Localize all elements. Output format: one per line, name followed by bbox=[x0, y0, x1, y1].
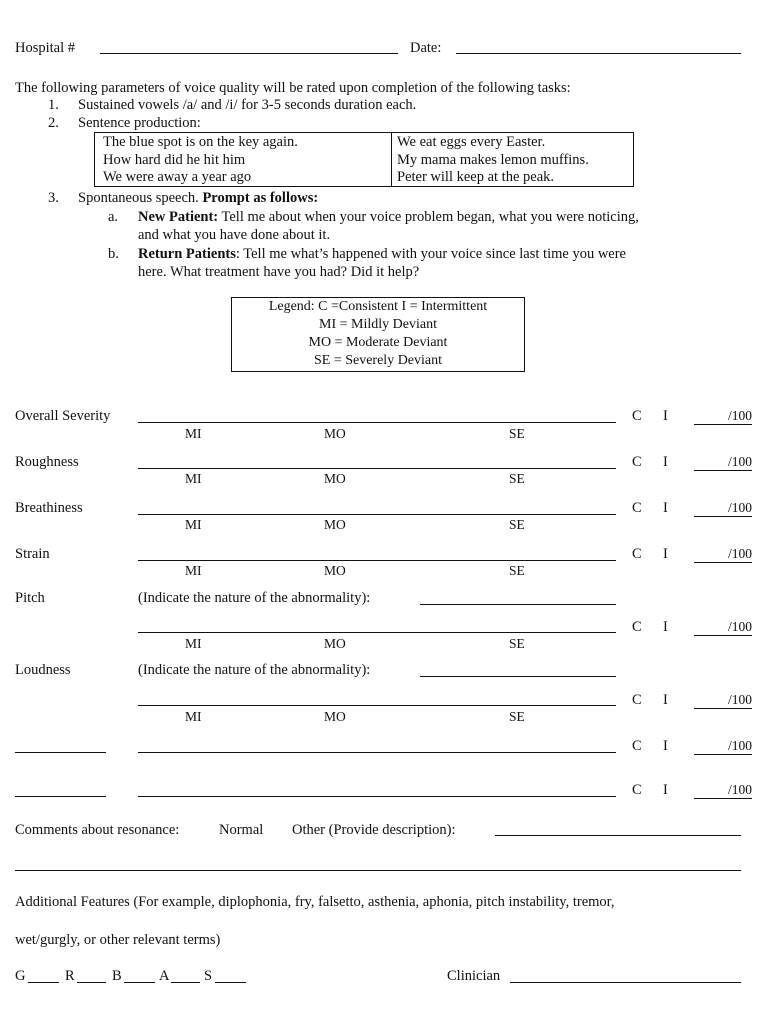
score-field[interactable]: /100 bbox=[694, 619, 752, 636]
clinician-field[interactable] bbox=[510, 982, 741, 983]
grbas-a-field[interactable] bbox=[171, 982, 200, 983]
task-text-1: Sustained vowels /a/ and /i/ for 3-5 seconds duration each. bbox=[78, 97, 417, 113]
intermittent-option[interactable]: I bbox=[663, 500, 668, 516]
consistent-option[interactable]: C bbox=[632, 619, 642, 635]
loudness-nature-field[interactable] bbox=[420, 676, 616, 677]
score-field[interactable]: /100 bbox=[694, 500, 752, 517]
sentence: My mama makes lemon muffins. bbox=[397, 151, 589, 168]
scale-se: SE bbox=[509, 563, 525, 578]
scale-mo: MO bbox=[324, 709, 346, 724]
prompt-b-letter: b. bbox=[108, 246, 119, 262]
scale-se: SE bbox=[509, 709, 525, 724]
clinician-label: Clinician bbox=[447, 968, 501, 984]
sentence: We eat eggs every Easter. bbox=[397, 134, 546, 150]
intermittent-option[interactable]: I bbox=[663, 454, 668, 470]
sentence: The blue spot is on the key again. bbox=[103, 134, 298, 150]
scale-se: SE bbox=[509, 426, 525, 441]
consistent-option[interactable]: C bbox=[632, 782, 642, 798]
score-field[interactable]: /100 bbox=[694, 454, 752, 471]
scale-mo: MO bbox=[324, 636, 346, 651]
pitch-indicate-label: (Indicate the nature of the abnormality): bbox=[138, 590, 371, 606]
prompt-b-line2: here. What treatment have you had? Did it help? bbox=[138, 264, 420, 280]
sentence: Peter will keep at the peak. bbox=[397, 169, 555, 185]
prompt-b-line1: Return Patients: Tell me what’s happened with your voice since last time you were bbox=[138, 246, 626, 262]
hospital-field[interactable] bbox=[100, 53, 398, 54]
intermittent-option[interactable]: I bbox=[663, 782, 668, 798]
sentences-right bbox=[397, 134, 589, 187]
scale-mi: MI bbox=[185, 563, 202, 578]
scale-mo: MO bbox=[324, 563, 346, 578]
intermittent-option[interactable]: I bbox=[663, 619, 668, 635]
custom-param-field[interactable] bbox=[15, 796, 106, 797]
grbas-s-label: S bbox=[204, 968, 213, 984]
consistent-option[interactable]: C bbox=[632, 454, 642, 470]
legend-box bbox=[231, 297, 525, 372]
table-divider bbox=[391, 133, 392, 186]
grbas-r-label: R bbox=[65, 968, 75, 984]
intermittent-option[interactable]: I bbox=[663, 408, 668, 424]
grbas-b-label: B bbox=[112, 968, 122, 984]
intro-text: The following parameters of voice quality will be rated upon completion of the following tasks: bbox=[15, 80, 571, 96]
sentence: We were away a year ago bbox=[103, 169, 252, 185]
prompt-a-line1: New Patient: Tell me about when your voice problem began, what you were noticing, bbox=[138, 209, 639, 225]
scale-se: SE bbox=[509, 517, 525, 532]
consistent-option[interactable]: C bbox=[632, 408, 642, 424]
scale-mi: MI bbox=[185, 709, 202, 724]
grbas-r-field[interactable] bbox=[77, 982, 106, 983]
scale-mo: MO bbox=[324, 426, 346, 441]
intermittent-option[interactable]: I bbox=[663, 546, 668, 562]
additional-features-line2: wet/gurgly, or other relevant terms) bbox=[15, 932, 221, 948]
task-text-2: Sentence production: bbox=[78, 115, 201, 131]
param-loudness: Loudness bbox=[15, 662, 71, 678]
scale-se: SE bbox=[509, 471, 525, 486]
resonance-other-field[interactable] bbox=[495, 835, 741, 836]
rating-line-roughness[interactable] bbox=[138, 468, 616, 469]
score-field[interactable]: /100 bbox=[694, 408, 752, 425]
scale-mo: MO bbox=[324, 471, 346, 486]
legend-line: MO = Moderate Deviant bbox=[308, 335, 448, 350]
scale-mi: MI bbox=[185, 517, 202, 532]
task-num-2: 2. bbox=[48, 115, 59, 131]
consistent-option[interactable]: C bbox=[632, 546, 642, 562]
grbas-g-label: G bbox=[15, 968, 26, 984]
prompt-a-letter: a. bbox=[108, 209, 119, 225]
scale-se: SE bbox=[509, 636, 525, 651]
consistent-option[interactable]: C bbox=[632, 738, 642, 754]
grbas-s-field[interactable] bbox=[215, 982, 246, 983]
resonance-other-label: Other (Provide description): bbox=[292, 822, 456, 838]
consistent-option[interactable]: C bbox=[632, 692, 642, 708]
consistent-option[interactable]: C bbox=[632, 500, 642, 516]
score-field[interactable]: /100 bbox=[694, 546, 752, 563]
scale-mi: MI bbox=[185, 636, 202, 651]
loudness-indicate-label: (Indicate the nature of the abnormality): bbox=[138, 662, 371, 678]
rating-line-breathiness[interactable] bbox=[138, 514, 616, 515]
rating-line-strain[interactable] bbox=[138, 560, 616, 561]
grbas-a-label: A bbox=[159, 968, 170, 984]
scale-mi: MI bbox=[185, 471, 202, 486]
rating-line-loudness[interactable] bbox=[138, 705, 616, 706]
param-strain: Strain bbox=[15, 546, 50, 562]
sentence-table bbox=[94, 132, 634, 187]
grbas-b-field[interactable] bbox=[124, 982, 155, 983]
score-field[interactable]: /100 bbox=[694, 692, 752, 709]
prompt-a-line2: and what you have done about it. bbox=[138, 227, 331, 243]
intermittent-option[interactable]: I bbox=[663, 738, 668, 754]
scale-mi: MI bbox=[185, 426, 202, 441]
custom-param-field[interactable] bbox=[15, 752, 106, 753]
task-num-3: 3. bbox=[48, 190, 59, 206]
additional-features-line1: Additional Features (For example, diplophonia, fry, falsetto, asthenia, aphonia, pitch instability, tremor, bbox=[15, 894, 615, 910]
param-breathiness: Breathiness bbox=[15, 500, 83, 516]
legend-line: Legend: C =Consistent I = Intermittent bbox=[268, 299, 488, 314]
legend-line: SE = Severely Deviant bbox=[313, 353, 443, 368]
task-text-3: Spontaneous speech. Prompt as follows: bbox=[78, 190, 319, 206]
rating-line-custom[interactable] bbox=[138, 752, 616, 753]
param-pitch: Pitch bbox=[15, 590, 45, 606]
rating-line-pitch[interactable] bbox=[138, 632, 616, 633]
resonance-label: Comments about resonance: bbox=[15, 822, 180, 838]
date-field[interactable] bbox=[456, 53, 741, 54]
task-num-1: 1. bbox=[48, 97, 59, 113]
scale-mo: MO bbox=[324, 517, 346, 532]
grbas-g-field[interactable] bbox=[28, 982, 59, 983]
score-field[interactable]: /100 bbox=[694, 738, 752, 755]
score-field[interactable]: /100 bbox=[694, 782, 752, 799]
rating-line-overall[interactable] bbox=[138, 422, 616, 423]
date-label: Date: bbox=[410, 40, 442, 56]
resonance-normal-option[interactable]: Normal bbox=[219, 822, 264, 838]
hospital-label: Hospital # bbox=[15, 40, 76, 56]
pitch-nature-field[interactable] bbox=[420, 604, 616, 605]
resonance-description-field[interactable] bbox=[15, 870, 741, 871]
param-roughness: Roughness bbox=[15, 454, 79, 470]
rating-line-custom[interactable] bbox=[138, 796, 616, 797]
param-overall-severity: Overall Severity bbox=[15, 408, 111, 424]
sentences-left bbox=[103, 134, 298, 187]
intermittent-option[interactable]: I bbox=[663, 692, 668, 708]
legend-line: MI = Mildly Deviant bbox=[319, 317, 437, 332]
sentence: How hard did he hit him bbox=[103, 151, 246, 168]
